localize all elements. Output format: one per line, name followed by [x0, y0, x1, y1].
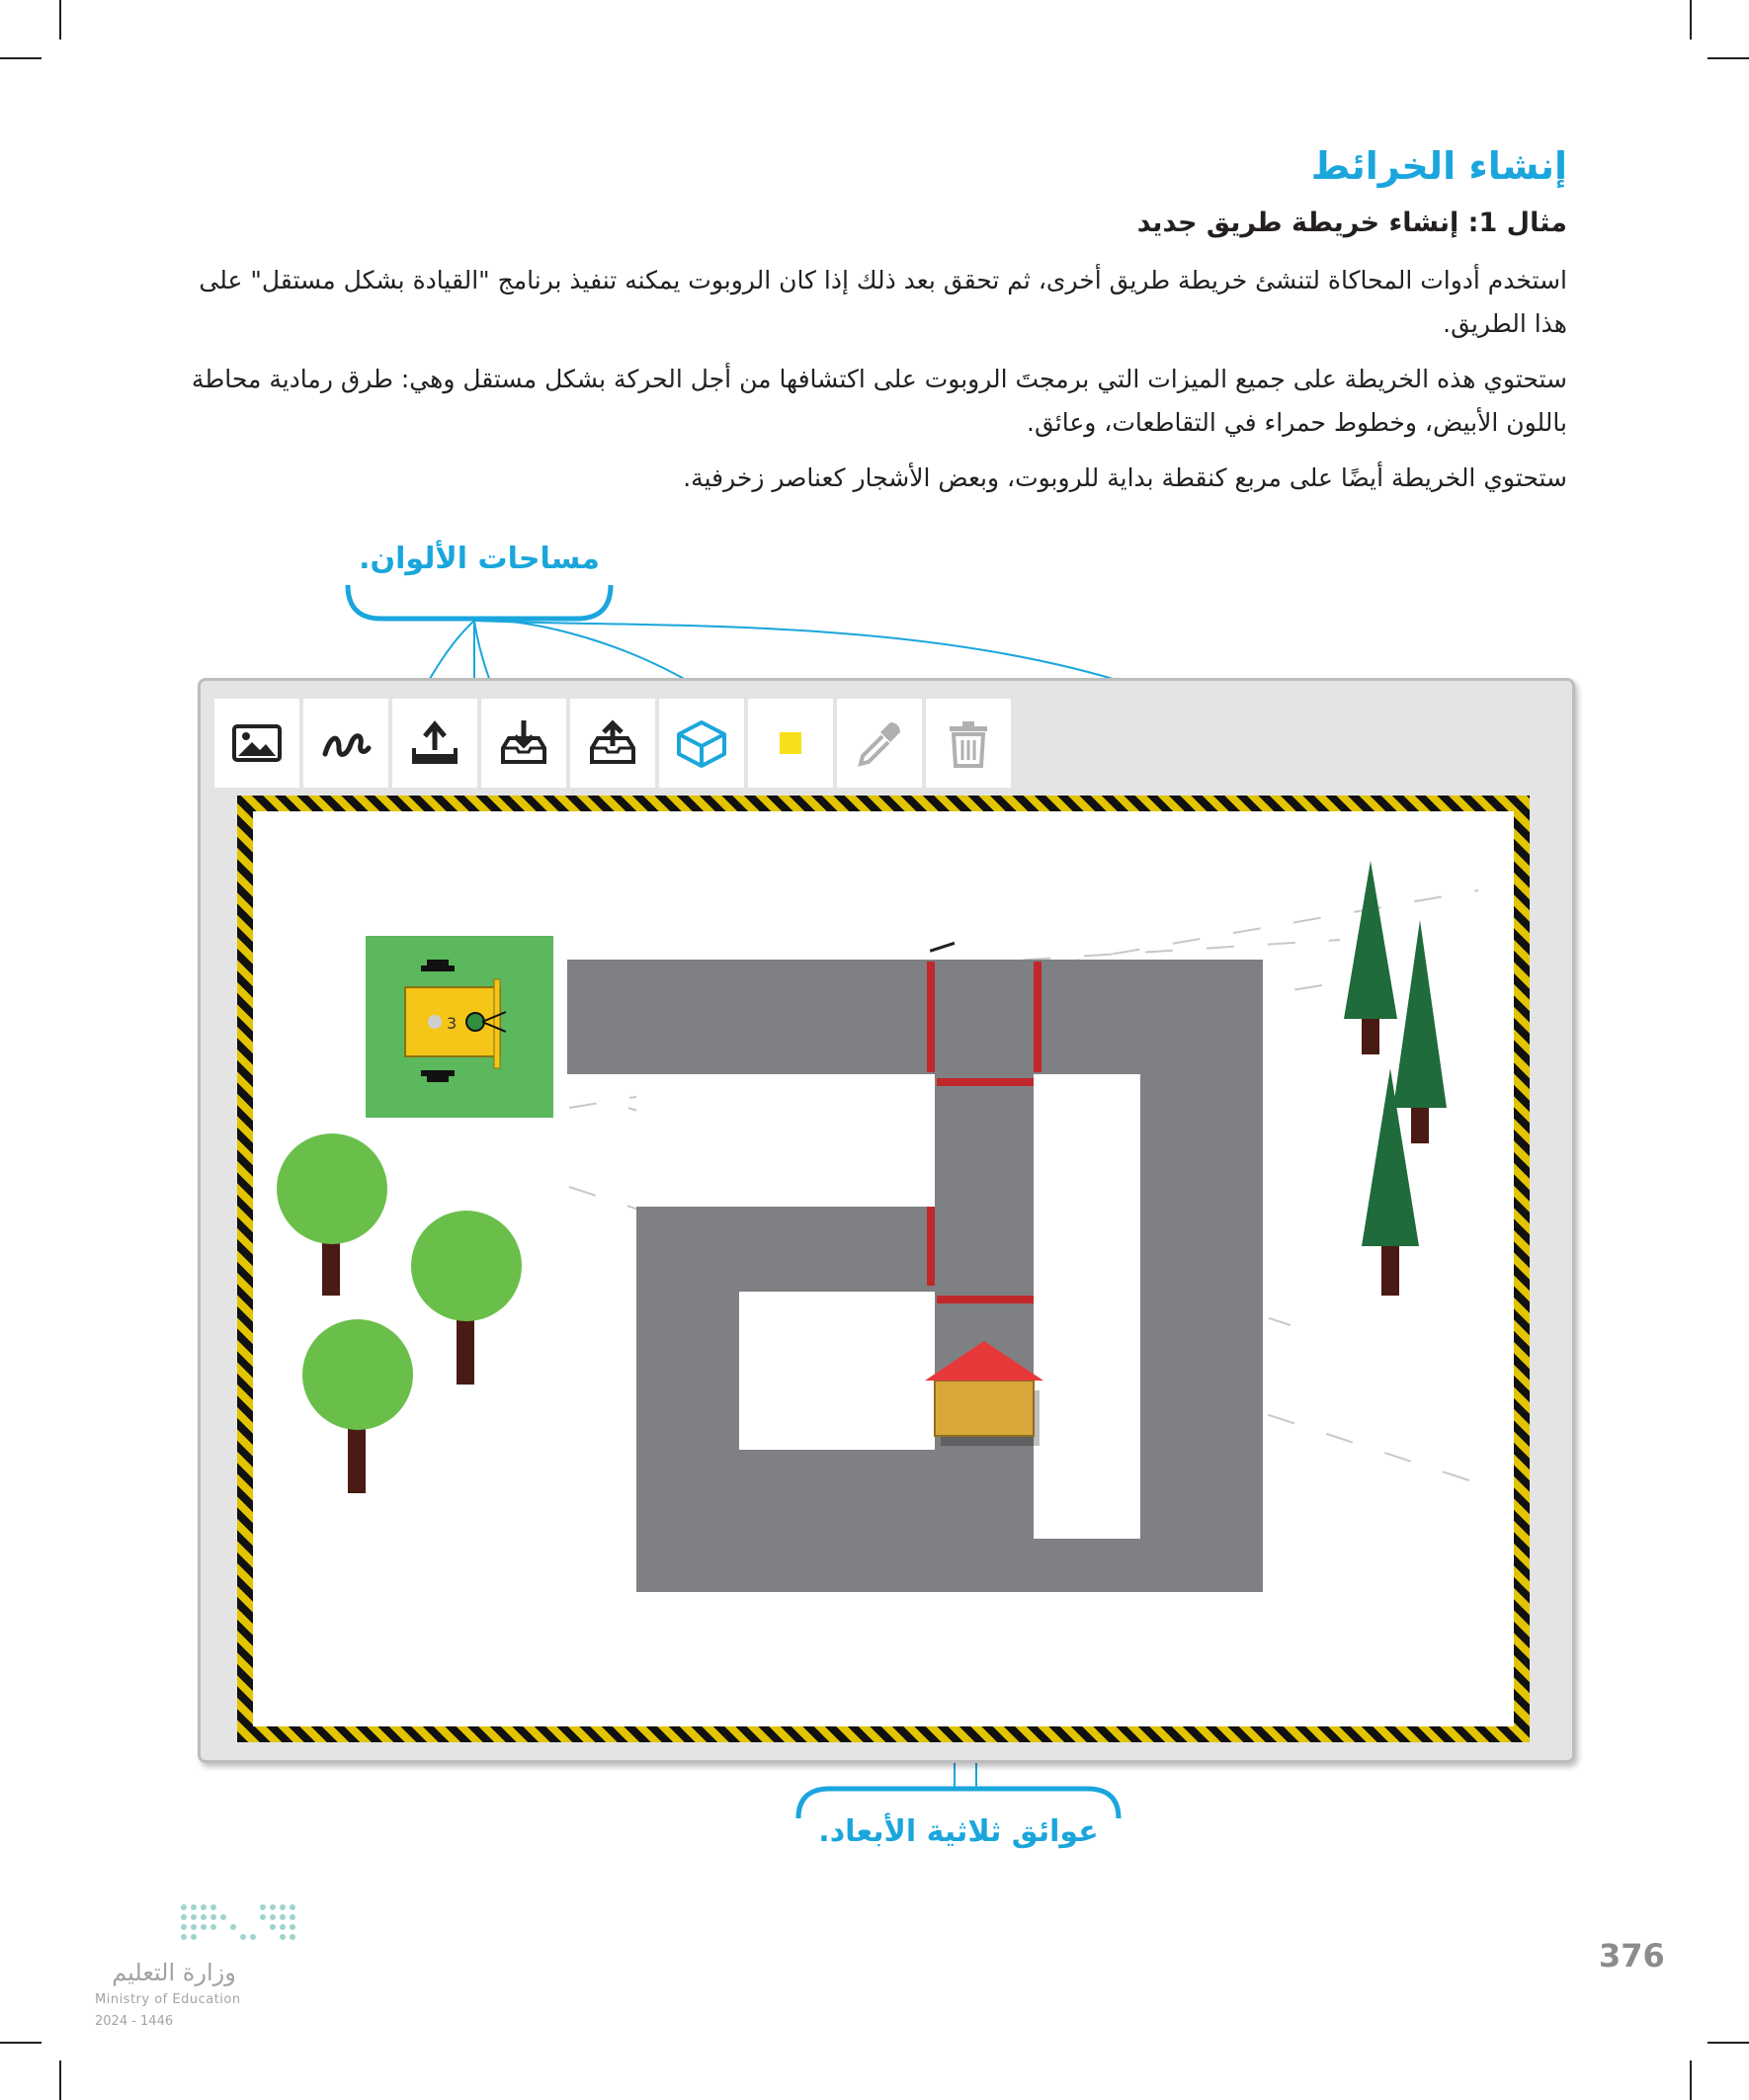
section-heading: إنشاء الخرائط	[1310, 144, 1567, 188]
delete-tool-button[interactable]	[926, 699, 1011, 788]
ministry-dots-logo	[95, 1897, 332, 1957]
import-tool-button[interactable]	[481, 699, 566, 788]
crop-mark	[1707, 57, 1749, 59]
crop-mark	[0, 2042, 42, 2044]
eyedropper-icon	[851, 714, 908, 772]
freehand-tool-button[interactable]	[303, 699, 388, 788]
3d-box-icon	[673, 714, 730, 772]
round-tree	[411, 1211, 522, 1385]
paragraph: استخدم أدوات المحاكاة لتنشئ خريطة طريق أخرى، ثم تحقق بعد ذلك إذا كان الروبوت يمكنه تنفيذ برنامج "القيادة بشكل مستقل" على هذا الطريق.	[199, 266, 1567, 338]
color-swatch-button[interactable]	[748, 699, 833, 788]
upload-icon	[584, 714, 641, 772]
map-toolbar	[214, 699, 1011, 788]
robot-sensor-label: 3	[447, 1014, 458, 1033]
road	[567, 960, 1263, 1592]
map-canvas	[253, 811, 1514, 1726]
paragraph: ستحتوي هذه الخريطة على جميع الميزات التي برمجتَ الروبوت على اكتشافها من أجل الحركة بشكل مستقل وهي: طرق رمادية محاطة باللون الأبيض، وخطوط حمراء في التقاطعات، وعائق.	[191, 365, 1567, 437]
paragraph: ستحتوي الخريطة أيضًا على مربع كنقطة بداية للروبوت، وبعض الأشجار كعناصر زخرفية.	[683, 463, 1567, 492]
example-title: مثال 1: إنشاء خريطة طريق جديد	[1136, 208, 1567, 238]
freehand-line-icon	[317, 714, 375, 772]
crop-mark	[1707, 2042, 1749, 2044]
upload-tool-button[interactable]	[570, 699, 655, 788]
3d-box-tool-button[interactable]	[659, 699, 744, 788]
crop-mark	[59, 2060, 61, 2100]
crop-mark	[0, 57, 42, 59]
yellow-color-swatch-icon	[762, 714, 819, 772]
ministry-logo	[95, 1897, 332, 2046]
import-icon	[495, 714, 552, 772]
simulator-window	[198, 678, 1575, 1763]
eyedropper-tool-button[interactable]	[837, 699, 922, 788]
crop-mark	[1690, 2060, 1692, 2100]
crop-mark	[59, 0, 61, 40]
export-icon	[406, 714, 463, 772]
crop-mark	[1690, 0, 1692, 40]
pine-tree	[1344, 861, 1397, 1054]
ministry-name-arabic: وزارة التعليم	[112, 1959, 236, 1986]
export-tool-button[interactable]	[392, 699, 477, 788]
callout-3d-obstacles: عوائق ثلاثية الأبعاد.	[818, 1814, 1099, 1849]
round-tree	[277, 1134, 387, 1296]
simulation-map[interactable]	[237, 796, 1530, 1742]
callout-color-areas: مساحات الألوان.	[359, 542, 600, 576]
trash-icon	[940, 714, 997, 772]
page-number: 376	[1599, 1937, 1665, 1974]
image-tool-button[interactable]	[214, 699, 299, 788]
image-icon	[228, 714, 286, 772]
ministry-name-english: Ministry of Education	[95, 1992, 241, 2007]
pine-tree	[1393, 920, 1447, 1143]
round-tree	[302, 1319, 413, 1493]
edition-year: 2024 - 1446	[95, 2014, 174, 2029]
